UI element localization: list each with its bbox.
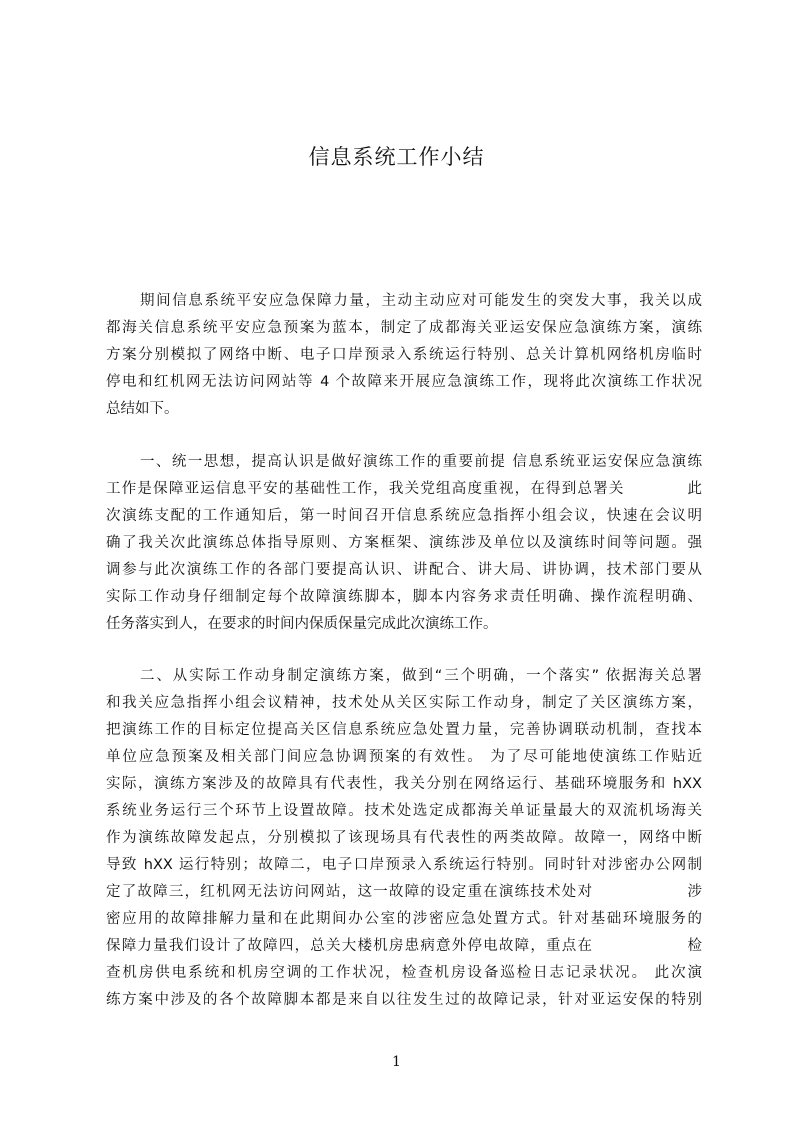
paragraph-1-line-3: 方案分别模拟了网络中断、电子口岸预录入系统运行特别、总关计算机网络机房临时 [106,347,702,363]
paragraph-2-line-2: 工作是保障亚运信息平安的基础性工作，我关党组高度重视，在得到总署关 此 [106,481,702,497]
paragraph-2-line-1: 一、统一思想，提高认识是做好演练工作的重要前提 信息系统亚运安保应急演练 [140,454,702,470]
paragraph-2-line-6: 实际工作动身仔细制定每个故障演练脚本，脚本内容务求责任明确、操作流程明确、 [106,589,702,605]
paragraph-3-line-10: 密应用的故障排解力量和在此期间办公室的涉密应急处置方式。针对基础环境服务的 [106,911,702,927]
paragraph-3-line-9: 定了故障三，红机网无法访问网站，这一故障的设定重在演练技术处对 涉 [106,884,702,900]
paragraph-3-line-8: 导致 hXX 运行特别；故障二，电子口岸预录入系统运行特别。同时针对涉密办公网制 [106,857,702,873]
paragraph-3-line-3: 把演练工作的目标定位提高关区信息系统应急处置力量，完善协调联动机制，查找本 [106,722,702,738]
paragraph-3-line-1: 二、从实际工作动身制定演练方案，做到“三个明确，一个落实” 依据海关总署 [140,668,702,684]
paragraph-2-line-5: 调参与此次演练工作的各部门要提高认识、讲配合、讲大局、讲协调，技术部门要从 [106,562,702,578]
paragraph-3-line-6: 系统业务运行三个环节上设置故障。技术处选定成都海关单证量最大的双流机场海关 [106,803,702,819]
paragraph-3-line-2: 和我关应急指挥小组会议精神，技术处从关区实际工作动身，制定了关区演练方案， [106,695,702,711]
paragraph-3-line-11: 保障力量我们设计了故障四，总关大楼机房患病意外停电故障，重点在 检 [106,938,702,954]
page-number: 1 [392,1054,401,1070]
paragraph-1-line-2: 都海关信息系统平安应急预案为蓝本，制定了成都海关亚运安保应急演练方案，演练 [106,320,702,336]
document-title: 信息系统工作小结 [308,145,485,169]
paragraph-3-line-7: 作为演练故障发起点，分别模拟了该现场具有代表性的两类故障。故障一，网络中断 [106,830,702,846]
paragraph-3-line-13: 练方案中涉及的各个故障脚本都是来自以往发生过的故障记录，针对亚运安保的特别 [106,992,702,1008]
paragraph-2-line-4: 确了我关次此演练总体指导原则、方案框架、演练涉及单位以及演练时间等问题。强 [106,535,702,551]
paragraph-3-line-12: 查机房供电系统和机房空调的工作状况，检查机房设备巡检日志记录状况。 此次演 [106,965,702,981]
paragraph-2-line-3: 次演练支配的工作通知后，第一时间召开信息系统应急指挥小组会议，快速在会议明 [106,508,702,524]
paragraph-1-line-4: 停电和红机网无法访问网站等 4 个故障来开展应急演练工作，现将此次演练工作状况 [106,374,702,390]
paragraph-1-line-1: 期间信息系统平安应急保障力量，主动主动应对可能发生的突发大事，我关以成 [140,293,702,309]
paragraph-3-line-4: 单位应急预案及相关部门间应急协调预案的有效性。 为了尽可能地使演练工作贴近 [106,749,702,765]
paragraph-2-line-7: 任务落实到人，在要求的时间内保质保量完成此次演练工作。 [106,616,498,632]
paragraph-1-line-5: 总结如下。 [106,401,179,417]
paragraph-3-line-5: 实际，演练方案涉及的故障具有代表性，我关分别在网络运行、基础环境服务和 hXX [106,776,702,792]
